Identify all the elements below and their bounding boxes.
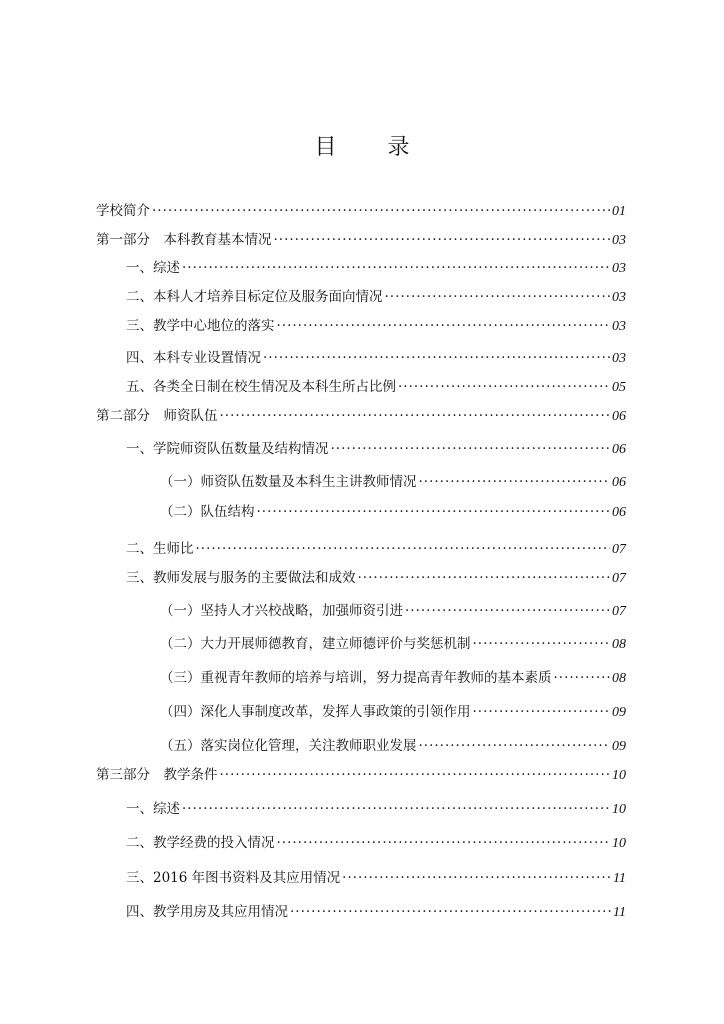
toc-page-number: 10 [612,768,626,783]
leader-dots [263,348,610,368]
toc-entry-text: 第一部分 本科教育基本情况 [96,232,272,248]
leader-dots [405,601,610,621]
toc-entry[interactable] [96,765,626,785]
toc-entry[interactable] [96,406,626,426]
toc-entry[interactable] [96,439,626,459]
toc-entry[interactable] [96,348,626,368]
toc-entry-text: 二、生师比 [126,541,194,557]
toc-entry[interactable] [96,230,626,250]
toc-entry-text: 三、2016 年图书资料及其应用情况 [126,870,341,886]
leader-dots [398,377,610,397]
toc-page-number: 11 [613,905,626,920]
leader-dots [331,439,611,459]
toc-page-number: 03 [612,351,626,366]
leader-dots [182,799,610,819]
toc-page-number: 06 [612,409,626,424]
toc-entry[interactable] [96,601,626,621]
toc-page-number: 05 [612,380,626,395]
toc-page-number: 09 [612,705,626,720]
leader-dots [274,230,611,250]
toc-entry-text: 二、本科人才培养目标定位及服务面向情况 [126,289,383,305]
toc-entry[interactable] [96,201,626,221]
toc-entry-text: 四、本科专业设置情况 [126,350,261,366]
toc-entry-text: 三、教学中心地位的落实 [126,318,275,334]
toc-entry-text: （三）重视青年教师的培养与培训，努力提高青年教师的基本素质 [160,670,552,686]
toc-entry[interactable] [96,287,626,307]
toc-entry[interactable] [96,799,626,819]
toc-entry-text: （四）深化人事制度改革，发挥人事政策的引领作用 [160,704,471,720]
toc-page-number: 03 [612,319,626,334]
toc-entry[interactable] [96,316,626,336]
toc-entry[interactable] [96,377,626,397]
leader-dots [196,539,611,559]
leader-dots [277,833,611,853]
toc-entry-text: （二）队伍结构 [160,504,255,520]
leader-dots [152,201,610,221]
toc-title: 目 录 [314,135,432,160]
toc-entry[interactable] [96,258,626,278]
toc-entry-text: 二、教学经费的投入情况 [126,835,275,851]
toc-entry-text: 一、综述 [126,260,180,276]
toc-entry[interactable] [96,736,626,756]
toc-entry[interactable] [96,868,626,888]
toc-entry-text: 一、综述 [126,801,180,817]
leader-dots [419,472,611,492]
leader-dots [220,765,611,785]
toc-entry-text: 学校简介 [96,203,150,219]
toc-entry[interactable] [96,668,626,688]
toc-entry-text: （一）师资队伍数量及本科生主讲教师情况 [160,474,417,490]
leader-dots [419,736,611,756]
toc-page-number: 06 [612,475,626,490]
leader-dots [277,316,611,336]
toc-entry-text: 一、学院师资队伍数量及结构情况 [126,441,329,457]
toc-entry-text: （二）大力开展师德教育，建立师德评价与奖惩机制 [160,636,471,652]
leader-dots [385,287,611,307]
toc-page-number: 07 [612,571,626,586]
leader-dots [290,902,611,922]
leader-dots [473,634,611,654]
toc-entry[interactable] [96,568,626,588]
toc-entry-text: 第二部分 师资队伍 [96,408,218,424]
toc-page-number: 08 [612,671,626,686]
toc-page-number: 03 [612,233,626,248]
toc-entry-text: 四、教学用房及其应用情况 [126,904,288,920]
toc-entry[interactable] [96,902,626,922]
leader-dots [182,258,610,278]
toc-page-number: 08 [612,637,626,652]
toc-entry[interactable] [96,702,626,722]
toc-entry[interactable] [96,502,626,522]
toc-entry-text: 三、教师发展与服务的主要做法和成效 [126,570,356,586]
leader-dots [342,868,611,888]
leader-dots [473,702,611,722]
toc-entry[interactable] [96,472,626,492]
leader-dots [220,406,611,426]
leader-dots [257,502,611,522]
toc-page-number: 09 [612,739,626,754]
toc-page-number: 07 [612,542,626,557]
toc-entry-text: 第三部分 教学条件 [96,767,218,783]
toc-entry[interactable] [96,833,626,853]
toc-page-number: 03 [612,290,626,305]
toc-page-number: 07 [612,604,626,619]
toc-entry-text: 五、各类全日制在校生情况及本科生所占比例 [126,379,396,395]
toc-page-number: 03 [612,261,626,276]
toc-entry-text: （五）落实岗位化管理，关注教师职业发展 [160,738,417,754]
toc-page-number: 01 [612,204,626,219]
toc-entry[interactable] [96,634,626,654]
leader-dots [358,568,611,588]
leader-dots [554,668,611,688]
toc-page-number: 11 [613,871,626,886]
toc-page-number: 06 [612,442,626,457]
toc-page-number: 10 [612,802,626,817]
toc-page-number: 06 [612,505,626,520]
toc-entry-text: （一）坚持人才兴校战略，加强师资引进 [160,603,403,619]
toc-entry[interactable] [96,539,626,559]
toc-page-number: 10 [612,836,626,851]
